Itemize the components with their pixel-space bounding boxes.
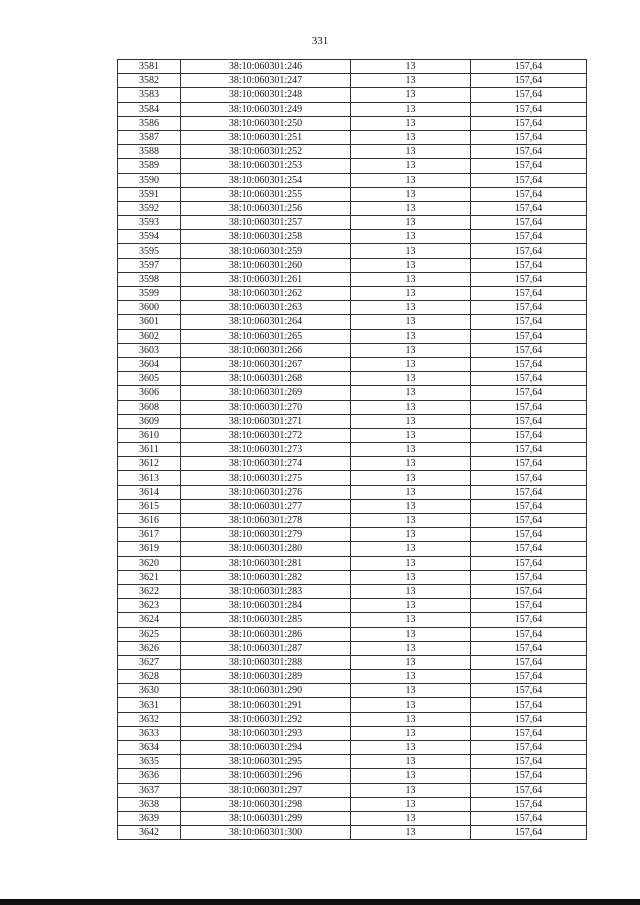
count-cell: 13 (351, 357, 471, 371)
row-number-cell: 3593 (118, 216, 181, 230)
row-number-cell: 3582 (118, 74, 181, 88)
table-row (118, 627, 587, 641)
table-row (118, 783, 587, 797)
cadastral-number-cell: 38:10:060301:271 (181, 414, 351, 428)
cadastral-number-cell: 38:10:060301:292 (181, 712, 351, 726)
table-row (118, 372, 587, 386)
table-row (118, 471, 587, 485)
cadastral-number-cell: 38:10:060301:268 (181, 372, 351, 386)
count-cell: 13 (351, 230, 471, 244)
count-cell: 13 (351, 187, 471, 201)
value-cell: 157,64 (471, 301, 587, 315)
scan-bottom-edge (0, 899, 640, 905)
count-cell: 13 (351, 301, 471, 315)
value-cell: 157,64 (471, 386, 587, 400)
row-number-cell: 3619 (118, 542, 181, 556)
value-cell: 157,64 (471, 684, 587, 698)
table-row (118, 130, 587, 144)
count-cell: 13 (351, 570, 471, 584)
count-cell: 13 (351, 556, 471, 570)
table-row (118, 599, 587, 613)
table-row (118, 542, 587, 556)
cadastral-number-cell: 38:10:060301:256 (181, 201, 351, 215)
table-row (118, 613, 587, 627)
count-cell: 13 (351, 102, 471, 116)
table-row (118, 670, 587, 684)
row-number-cell: 3631 (118, 698, 181, 712)
count-cell: 13 (351, 613, 471, 627)
cadastral-number-cell: 38:10:060301:270 (181, 400, 351, 414)
row-number-cell: 3581 (118, 60, 181, 74)
value-cell: 157,64 (471, 570, 587, 584)
value-cell: 157,64 (471, 414, 587, 428)
cadastral-number-cell: 38:10:060301:263 (181, 301, 351, 315)
table-row (118, 357, 587, 371)
row-number-cell: 3632 (118, 712, 181, 726)
value-cell: 157,64 (471, 130, 587, 144)
records-table-body (118, 60, 587, 840)
count-cell: 13 (351, 60, 471, 74)
count-cell: 13 (351, 726, 471, 740)
row-number-cell: 3608 (118, 400, 181, 414)
cadastral-number-cell: 38:10:060301:252 (181, 145, 351, 159)
table-row (118, 741, 587, 755)
count-cell: 13 (351, 698, 471, 712)
value-cell: 157,64 (471, 74, 587, 88)
row-number-cell: 3601 (118, 315, 181, 329)
row-number-cell: 3591 (118, 187, 181, 201)
cadastral-number-cell: 38:10:060301:288 (181, 655, 351, 669)
value-cell: 157,64 (471, 400, 587, 414)
row-number-cell: 3584 (118, 102, 181, 116)
value-cell: 157,64 (471, 201, 587, 215)
table-row (118, 343, 587, 357)
table-row (118, 329, 587, 343)
table-row (118, 74, 587, 88)
table-row (118, 457, 587, 471)
row-number-cell: 3590 (118, 173, 181, 187)
table-row (118, 528, 587, 542)
cadastral-number-cell: 38:10:060301:258 (181, 230, 351, 244)
count-cell: 13 (351, 741, 471, 755)
table-row (118, 712, 587, 726)
cadastral-number-cell: 38:10:060301:275 (181, 471, 351, 485)
count-cell: 13 (351, 74, 471, 88)
value-cell: 157,64 (471, 655, 587, 669)
cadastral-number-cell: 38:10:060301:289 (181, 670, 351, 684)
table-row (118, 201, 587, 215)
value-cell: 157,64 (471, 599, 587, 613)
row-number-cell: 3587 (118, 130, 181, 144)
cadastral-number-cell: 38:10:060301:290 (181, 684, 351, 698)
count-cell: 13 (351, 499, 471, 513)
row-number-cell: 3633 (118, 726, 181, 740)
count-cell: 13 (351, 584, 471, 598)
value-cell: 157,64 (471, 769, 587, 783)
count-cell: 13 (351, 173, 471, 187)
row-number-cell: 3639 (118, 811, 181, 825)
table-row (118, 641, 587, 655)
table-row (118, 499, 587, 513)
row-number-cell: 3626 (118, 641, 181, 655)
value-cell: 157,64 (471, 443, 587, 457)
table-row (118, 272, 587, 286)
table-row (118, 230, 587, 244)
value-cell: 157,64 (471, 187, 587, 201)
count-cell: 13 (351, 88, 471, 102)
table-row (118, 514, 587, 528)
cadastral-number-cell: 38:10:060301:291 (181, 698, 351, 712)
value-cell: 157,64 (471, 613, 587, 627)
row-number-cell: 3637 (118, 783, 181, 797)
count-cell: 13 (351, 471, 471, 485)
row-number-cell: 3592 (118, 201, 181, 215)
page-number: 331 (311, 35, 329, 47)
value-cell: 157,64 (471, 542, 587, 556)
count-cell: 13 (351, 755, 471, 769)
cadastral-number-cell: 38:10:060301:282 (181, 570, 351, 584)
value-cell: 157,64 (471, 230, 587, 244)
row-number-cell: 3622 (118, 584, 181, 598)
value-cell: 157,64 (471, 329, 587, 343)
row-number-cell: 3642 (118, 826, 181, 840)
count-cell: 13 (351, 287, 471, 301)
cadastral-number-cell: 38:10:060301:247 (181, 74, 351, 88)
count-cell: 13 (351, 443, 471, 457)
count-cell: 13 (351, 797, 471, 811)
cadastral-number-cell: 38:10:060301:262 (181, 287, 351, 301)
count-cell: 13 (351, 684, 471, 698)
table-row (118, 584, 587, 598)
cadastral-number-cell: 38:10:060301:250 (181, 116, 351, 130)
value-cell: 157,64 (471, 145, 587, 159)
count-cell: 13 (351, 811, 471, 825)
value-cell: 157,64 (471, 670, 587, 684)
cadastral-number-cell: 38:10:060301:246 (181, 60, 351, 74)
row-number-cell: 3636 (118, 769, 181, 783)
cadastral-number-cell: 38:10:060301:255 (181, 187, 351, 201)
table-row (118, 88, 587, 102)
value-cell: 157,64 (471, 556, 587, 570)
value-cell: 157,64 (471, 287, 587, 301)
cadastral-number-cell: 38:10:060301:296 (181, 769, 351, 783)
row-number-cell: 3615 (118, 499, 181, 513)
row-number-cell: 3602 (118, 329, 181, 343)
cadastral-number-cell: 38:10:060301:286 (181, 627, 351, 641)
table-row (118, 400, 587, 414)
count-cell: 13 (351, 159, 471, 173)
row-number-cell: 3603 (118, 343, 181, 357)
count-cell: 13 (351, 130, 471, 144)
table-row (118, 443, 587, 457)
table-row (118, 244, 587, 258)
value-cell: 157,64 (471, 343, 587, 357)
count-cell: 13 (351, 315, 471, 329)
value-cell: 157,64 (471, 712, 587, 726)
table-row (118, 173, 587, 187)
count-cell: 13 (351, 272, 471, 286)
value-cell: 157,64 (471, 471, 587, 485)
count-cell: 13 (351, 258, 471, 272)
value-cell: 157,64 (471, 826, 587, 840)
cadastral-number-cell: 38:10:060301:293 (181, 726, 351, 740)
table-row (118, 769, 587, 783)
value-cell: 157,64 (471, 216, 587, 230)
row-number-cell: 3630 (118, 684, 181, 698)
row-number-cell: 3599 (118, 287, 181, 301)
row-number-cell: 3621 (118, 570, 181, 584)
row-number-cell: 3634 (118, 741, 181, 755)
cadastral-number-cell: 38:10:060301:276 (181, 485, 351, 499)
value-cell: 157,64 (471, 102, 587, 116)
cadastral-number-cell: 38:10:060301:257 (181, 216, 351, 230)
table-row (118, 315, 587, 329)
value-cell: 157,64 (471, 797, 587, 811)
table-row (118, 159, 587, 173)
table-row (118, 216, 587, 230)
value-cell: 157,64 (471, 514, 587, 528)
row-number-cell: 3616 (118, 514, 181, 528)
cadastral-number-cell: 38:10:060301:297 (181, 783, 351, 797)
row-number-cell: 3624 (118, 613, 181, 627)
value-cell: 157,64 (471, 258, 587, 272)
count-cell: 13 (351, 655, 471, 669)
row-number-cell: 3611 (118, 443, 181, 457)
value-cell: 157,64 (471, 60, 587, 74)
cadastral-number-cell: 38:10:060301:284 (181, 599, 351, 613)
cadastral-number-cell: 38:10:060301:273 (181, 443, 351, 457)
value-cell: 157,64 (471, 357, 587, 371)
count-cell: 13 (351, 343, 471, 357)
cadastral-number-cell: 38:10:060301:248 (181, 88, 351, 102)
value-cell: 157,64 (471, 428, 587, 442)
table-row (118, 60, 587, 74)
row-number-cell: 3606 (118, 386, 181, 400)
count-cell: 13 (351, 386, 471, 400)
value-cell: 157,64 (471, 499, 587, 513)
table-row (118, 570, 587, 584)
cadastral-number-cell: 38:10:060301:295 (181, 755, 351, 769)
cadastral-number-cell: 38:10:060301:280 (181, 542, 351, 556)
value-cell: 157,64 (471, 315, 587, 329)
table-row (118, 556, 587, 570)
count-cell: 13 (351, 244, 471, 258)
count-cell: 13 (351, 627, 471, 641)
cadastral-number-cell: 38:10:060301:261 (181, 272, 351, 286)
row-number-cell: 3605 (118, 372, 181, 386)
value-cell: 157,64 (471, 584, 587, 598)
count-cell: 13 (351, 485, 471, 499)
count-cell: 13 (351, 201, 471, 215)
value-cell: 157,64 (471, 88, 587, 102)
cadastral-number-cell: 38:10:060301:278 (181, 514, 351, 528)
row-number-cell: 3628 (118, 670, 181, 684)
row-number-cell: 3620 (118, 556, 181, 570)
records-table (117, 59, 587, 840)
table-row (118, 698, 587, 712)
count-cell: 13 (351, 528, 471, 542)
cadastral-number-cell: 38:10:060301:277 (181, 499, 351, 513)
cadastral-number-cell: 38:10:060301:251 (181, 130, 351, 144)
count-cell: 13 (351, 414, 471, 428)
row-number-cell: 3586 (118, 116, 181, 130)
count-cell: 13 (351, 599, 471, 613)
value-cell: 157,64 (471, 457, 587, 471)
value-cell: 157,64 (471, 627, 587, 641)
table-row (118, 258, 587, 272)
cadastral-number-cell: 38:10:060301:287 (181, 641, 351, 655)
cadastral-number-cell: 38:10:060301:253 (181, 159, 351, 173)
value-cell: 157,64 (471, 726, 587, 740)
count-cell: 13 (351, 457, 471, 471)
table-row (118, 386, 587, 400)
table-row (118, 145, 587, 159)
row-number-cell: 3614 (118, 485, 181, 499)
cadastral-number-cell: 38:10:060301:269 (181, 386, 351, 400)
cadastral-number-cell: 38:10:060301:285 (181, 613, 351, 627)
cadastral-number-cell: 38:10:060301:266 (181, 343, 351, 357)
row-number-cell: 3623 (118, 599, 181, 613)
row-number-cell: 3635 (118, 755, 181, 769)
cadastral-number-cell: 38:10:060301:254 (181, 173, 351, 187)
table-row (118, 655, 587, 669)
cadastral-number-cell: 38:10:060301:265 (181, 329, 351, 343)
row-number-cell: 3588 (118, 145, 181, 159)
value-cell: 157,64 (471, 173, 587, 187)
table-row (118, 187, 587, 201)
table-row (118, 797, 587, 811)
table-row (118, 811, 587, 825)
table-row (118, 485, 587, 499)
row-number-cell: 3600 (118, 301, 181, 315)
value-cell: 157,64 (471, 811, 587, 825)
cadastral-number-cell: 38:10:060301:283 (181, 584, 351, 598)
value-cell: 157,64 (471, 244, 587, 258)
cadastral-number-cell: 38:10:060301:281 (181, 556, 351, 570)
table-row (118, 102, 587, 116)
count-cell: 13 (351, 145, 471, 159)
count-cell: 13 (351, 769, 471, 783)
cadastral-number-cell: 38:10:060301:279 (181, 528, 351, 542)
count-cell: 13 (351, 641, 471, 655)
value-cell: 157,64 (471, 116, 587, 130)
count-cell: 13 (351, 514, 471, 528)
row-number-cell: 3613 (118, 471, 181, 485)
value-cell: 157,64 (471, 783, 587, 797)
value-cell: 157,64 (471, 641, 587, 655)
count-cell: 13 (351, 116, 471, 130)
cadastral-number-cell: 38:10:060301:259 (181, 244, 351, 258)
row-number-cell: 3638 (118, 797, 181, 811)
cadastral-number-cell: 38:10:060301:294 (181, 741, 351, 755)
table-row (118, 726, 587, 740)
count-cell: 13 (351, 428, 471, 442)
cadastral-number-cell: 38:10:060301:274 (181, 457, 351, 471)
count-cell: 13 (351, 216, 471, 230)
cadastral-number-cell: 38:10:060301:267 (181, 357, 351, 371)
count-cell: 13 (351, 542, 471, 556)
row-number-cell: 3595 (118, 244, 181, 258)
table-row (118, 684, 587, 698)
row-number-cell: 3617 (118, 528, 181, 542)
cadastral-number-cell: 38:10:060301:264 (181, 315, 351, 329)
cadastral-number-cell: 38:10:060301:272 (181, 428, 351, 442)
value-cell: 157,64 (471, 528, 587, 542)
value-cell: 157,64 (471, 272, 587, 286)
value-cell: 157,64 (471, 485, 587, 499)
table-row (118, 428, 587, 442)
value-cell: 157,64 (471, 698, 587, 712)
value-cell: 157,64 (471, 159, 587, 173)
row-number-cell: 3589 (118, 159, 181, 173)
table-row (118, 116, 587, 130)
table-row (118, 287, 587, 301)
table-row (118, 755, 587, 769)
count-cell: 13 (351, 329, 471, 343)
row-number-cell: 3609 (118, 414, 181, 428)
row-number-cell: 3612 (118, 457, 181, 471)
row-number-cell: 3625 (118, 627, 181, 641)
value-cell: 157,64 (471, 755, 587, 769)
count-cell: 13 (351, 670, 471, 684)
row-number-cell: 3610 (118, 428, 181, 442)
count-cell: 13 (351, 372, 471, 386)
row-number-cell: 3598 (118, 272, 181, 286)
cadastral-number-cell: 38:10:060301:299 (181, 811, 351, 825)
value-cell: 157,64 (471, 372, 587, 386)
cadastral-number-cell: 38:10:060301:260 (181, 258, 351, 272)
table-row (118, 826, 587, 840)
row-number-cell: 3627 (118, 655, 181, 669)
table-row (118, 301, 587, 315)
count-cell: 13 (351, 826, 471, 840)
count-cell: 13 (351, 400, 471, 414)
cadastral-number-cell: 38:10:060301:300 (181, 826, 351, 840)
row-number-cell: 3583 (118, 88, 181, 102)
cadastral-number-cell: 38:10:060301:249 (181, 102, 351, 116)
count-cell: 13 (351, 783, 471, 797)
table-row (118, 414, 587, 428)
row-number-cell: 3604 (118, 357, 181, 371)
value-cell: 157,64 (471, 741, 587, 755)
row-number-cell: 3597 (118, 258, 181, 272)
count-cell: 13 (351, 712, 471, 726)
row-number-cell: 3594 (118, 230, 181, 244)
cadastral-number-cell: 38:10:060301:298 (181, 797, 351, 811)
